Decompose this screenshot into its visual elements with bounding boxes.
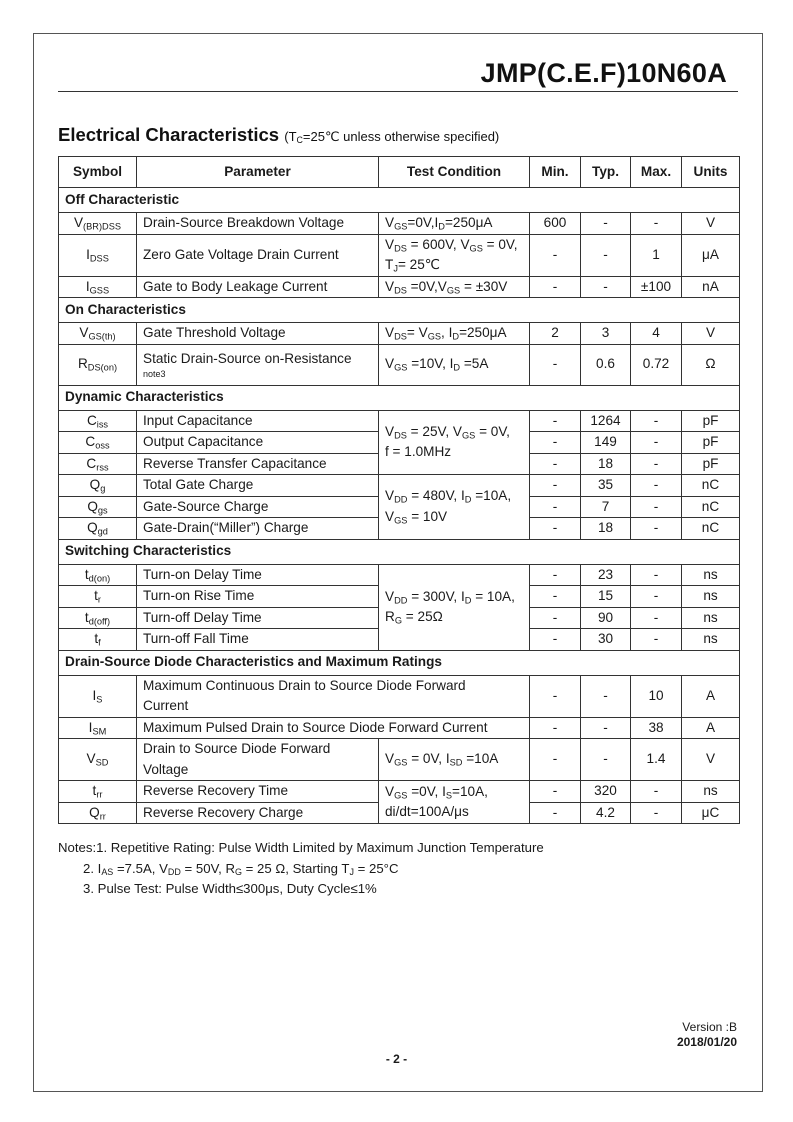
symbol-cell: $t_{d(off)}$ <box>59 607 137 629</box>
condition-cell: $V_{GS} = 0V$, $I_{SD} =10A$ <box>379 739 530 781</box>
cond-rest: =25℃ unless otherwise specified) <box>302 129 500 144</box>
section-row <box>59 188 740 213</box>
typ-cell: - <box>581 675 631 717</box>
min-cell: - <box>530 564 581 586</box>
symbol-cell: $R_{DS(on)}$ <box>59 344 137 385</box>
symbol-cell: $Q_{gd}$ <box>59 518 137 540</box>
min-cell: - <box>530 629 581 651</box>
parameter-cell: Gate-Drain(“Miller”) Charge <box>137 518 379 540</box>
min-cell: - <box>530 607 581 629</box>
symbol-cell: $V_{GS(th)}$ <box>59 323 137 345</box>
max-cell: - <box>631 629 682 651</box>
min-cell: - <box>530 432 581 454</box>
note-ref: note3 <box>143 369 166 380</box>
typ-cell: - <box>581 739 631 781</box>
min-cell: - <box>530 475 581 497</box>
max-cell: - <box>631 586 682 608</box>
typ-cell: 3 <box>581 323 631 345</box>
unit-cell: pF <box>682 410 740 432</box>
table-row <box>59 675 740 717</box>
parameter-cell: Output Capacitance <box>137 432 379 454</box>
min-cell: - <box>530 586 581 608</box>
min-cell: 2 <box>530 323 581 345</box>
max-cell: 4 <box>631 323 682 345</box>
parameter-cell: Reverse Transfer Capacitance <box>137 453 379 475</box>
parameter-cell: Input Capacitance <box>137 410 379 432</box>
condition-cell: $V_{DD} = 480V$, $I_D =10A$, $V_{GS} = 10V$ <box>379 475 530 540</box>
notes <box>58 838 544 900</box>
section-title: Electrical Characteristics <box>58 124 280 145</box>
symbol-cell: $I_{GSS}$ <box>59 276 137 298</box>
parameter-cell: Turn-off Delay Time <box>137 607 379 629</box>
typ-cell: - <box>581 234 631 276</box>
unit-cell: pF <box>682 453 740 475</box>
section-heading <box>58 124 499 146</box>
note-3: 3. Pulse Test: Pulse Width≤300μs, Duty Cycle≤1% <box>83 881 377 896</box>
table-row <box>59 213 740 235</box>
symbol-cell <box>59 213 137 235</box>
typ-cell: 35 <box>581 475 631 497</box>
typ-cell: 4.2 <box>581 802 631 824</box>
max-cell: 1.4 <box>631 739 682 781</box>
parameter-cell: Zero Gate Voltage Drain Current <box>137 234 379 276</box>
unit-cell: A <box>682 717 740 739</box>
min-cell: - <box>530 496 581 518</box>
condition-cell: $V_{DS} = 25V$, $V_{GS} = 0V$, f = 1.0MHz <box>379 410 530 475</box>
unit-cell: nC <box>682 496 740 518</box>
note-2: 2. $I_{AS} =7.5A$, $V_{DD} = 50V$, $R_G = 25$ Ω, Starting $T_J = 25^\circ C$ <box>83 860 399 877</box>
header-test-condition: Test Condition <box>379 157 530 188</box>
symbol-cell: $Q_{gs}$ <box>59 496 137 518</box>
parameter-text: Static Drain-Source on-Resistance <box>143 350 352 366</box>
parameter-cell: Maximum Continuous Drain to Source Diode Forward Current <box>137 675 530 717</box>
symbol-cell: $t_{rr}$ <box>59 781 137 803</box>
unit-cell: V <box>682 739 740 781</box>
typ-cell: 18 <box>581 518 631 540</box>
parameter-cell: Gate-Source Charge <box>137 496 379 518</box>
table-row <box>59 781 740 803</box>
max-cell: - <box>631 410 682 432</box>
unit-cell: ns <box>682 586 740 608</box>
max-cell: 10 <box>631 675 682 717</box>
table-row <box>59 739 740 781</box>
max-cell: - <box>631 213 682 235</box>
section-row <box>59 385 740 410</box>
min-cell: - <box>530 234 581 276</box>
version-block <box>677 1020 737 1050</box>
max-cell: - <box>631 802 682 824</box>
parameter-cell: Drain-Source Breakdown Voltage <box>137 213 379 235</box>
max-cell: 0.72 <box>631 344 682 385</box>
table-row <box>59 410 740 432</box>
header-units: Units <box>682 157 740 188</box>
parameter-cell: Reverse Recovery Time <box>137 781 379 803</box>
condition-cell: $V_{GS} =10V$, $I_D =5A$ <box>379 344 530 385</box>
min-cell: 600 <box>530 213 581 235</box>
max-cell: - <box>631 781 682 803</box>
max-cell: 38 <box>631 717 682 739</box>
max-cell: - <box>631 518 682 540</box>
unit-cell: Ω <box>682 344 740 385</box>
min-cell: - <box>530 717 581 739</box>
symbol-cell: $t_f$ <box>59 629 137 651</box>
parameter-cell: Gate Threshold Voltage <box>137 323 379 345</box>
symbol-cell: $C_{iss}$ <box>59 410 137 432</box>
min-cell: - <box>530 518 581 540</box>
parameter-cell: Drain to Source Diode Forward Voltage <box>137 739 379 781</box>
typ-cell: 320 <box>581 781 631 803</box>
min-cell: - <box>530 276 581 298</box>
parameter-cell: Reverse Recovery Charge <box>137 802 379 824</box>
unit-cell: nC <box>682 518 740 540</box>
min-cell: - <box>530 344 581 385</box>
header-rule <box>58 91 738 92</box>
unit-cell: μC <box>682 802 740 824</box>
cond-open: (T <box>284 129 297 144</box>
table-row <box>59 344 740 385</box>
section-dynamic: Dynamic Characteristics <box>59 385 740 410</box>
symbol-cell: $Q_{rr}$ <box>59 802 137 824</box>
typ-cell: 30 <box>581 629 631 651</box>
typ-cell: 0.6 <box>581 344 631 385</box>
min-cell: - <box>530 802 581 824</box>
unit-cell: pF <box>682 432 740 454</box>
header-typ: Typ. <box>581 157 631 188</box>
unit-cell: A <box>682 675 740 717</box>
symbol-cell: $t_r$ <box>59 586 137 608</box>
min-cell: - <box>530 739 581 781</box>
typ-cell: 90 <box>581 607 631 629</box>
unit-cell: ns <box>682 781 740 803</box>
typ-cell: 23 <box>581 564 631 586</box>
typ-cell: 149 <box>581 432 631 454</box>
section-diode: Drain-Source Diode Characteristics and Maximum Ratings <box>59 650 740 675</box>
version-label: Version :B <box>682 1020 737 1034</box>
min-cell: - <box>530 410 581 432</box>
max-cell: - <box>631 607 682 629</box>
unit-cell: V <box>682 323 740 345</box>
condition-cell: $V_{GS}=0V,I_D=250\mu A$ <box>379 213 530 235</box>
max-cell: - <box>631 475 682 497</box>
cond-sub: C <box>296 135 303 146</box>
table-row <box>59 717 740 739</box>
typ-cell: 15 <box>581 586 631 608</box>
header-parameter: Parameter <box>137 157 379 188</box>
part-number: JMP(C.E.F)10N60A <box>480 58 727 88</box>
typ-cell: 18 <box>581 453 631 475</box>
condition-cell: $V_{DS} =0V,V_{GS} = \pm 30V$ <box>379 276 530 298</box>
symbol-sub: (BR)DSS <box>83 221 122 232</box>
parameter-cell: Turn-off Fall Time <box>137 629 379 651</box>
revision-date: 2018/01/20 <box>676 1035 737 1049</box>
min-cell: - <box>530 781 581 803</box>
unit-cell: nA <box>682 276 740 298</box>
table-row <box>59 276 740 298</box>
symbol-cell: $I_S$ <box>59 675 137 717</box>
symbol-cell: $C_{oss}$ <box>59 432 137 454</box>
unit-cell: μA <box>682 234 740 276</box>
section-row <box>59 298 740 323</box>
section-off: Off Characteristic <box>59 188 740 213</box>
parameter-cell: Turn-on Rise Time <box>137 586 379 608</box>
condition-cell: $V_{DS} = 600V$, $V_{GS} = 0V$, $T_J=$ 25℃ <box>379 234 530 276</box>
page-number: - 2 - <box>385 1052 408 1066</box>
max-cell: ±100 <box>631 276 682 298</box>
header-min: Min. <box>530 157 581 188</box>
symbol-cell: $I_{DSS}$ <box>59 234 137 276</box>
table-row <box>59 234 740 276</box>
note-1: Notes:1. Repetitive Rating: Pulse Width Limited by Maximum Junction Temperature <box>58 840 544 855</box>
symbol-cell: $t_{d(on)}$ <box>59 564 137 586</box>
table-header-row <box>59 157 740 188</box>
min-cell: - <box>530 675 581 717</box>
condition-cell: $V_{DS}= V_{GS}$, $I_D=250\mu A$ <box>379 323 530 345</box>
electrical-characteristics-table <box>58 156 740 824</box>
typ-cell: 1264 <box>581 410 631 432</box>
max-cell: - <box>631 453 682 475</box>
table-row <box>59 323 740 345</box>
typ-cell: - <box>581 213 631 235</box>
max-cell: - <box>631 432 682 454</box>
condition-cell: $V_{GS} =0V$, $I_S=10A$, di/dt=100A/μs <box>379 781 530 824</box>
header-symbol: Symbol <box>59 157 137 188</box>
symbol-cell: $Q_g$ <box>59 475 137 497</box>
parameter-cell <box>137 344 379 385</box>
header-max: Max. <box>631 157 682 188</box>
unit-cell: V <box>682 213 740 235</box>
symbol-cell: $C_{rss}$ <box>59 453 137 475</box>
unit-cell: ns <box>682 564 740 586</box>
table-row <box>59 564 740 586</box>
max-cell: 1 <box>631 234 682 276</box>
unit-cell: ns <box>682 629 740 651</box>
section-on: On Characteristics <box>59 298 740 323</box>
parameter-cell: Turn-on Delay Time <box>137 564 379 586</box>
symbol-cell: $V_{SD}$ <box>59 739 137 781</box>
parameter-cell: Maximum Pulsed Drain to Source Diode Forward Current <box>137 717 530 739</box>
table-row <box>59 475 740 497</box>
max-cell: - <box>631 564 682 586</box>
symbol-cell: $I_{SM}$ <box>59 717 137 739</box>
typ-cell: - <box>581 717 631 739</box>
condition-cell: $V_{DD} = 300V$, $I_D = 10A$, $R_G = 25\Omega$ <box>379 564 530 650</box>
section-row <box>59 650 740 675</box>
parameter-cell: Gate to Body Leakage Current <box>137 276 379 298</box>
typ-cell: 7 <box>581 496 631 518</box>
section-switching: Switching Characteristics <box>59 539 740 564</box>
max-cell: - <box>631 496 682 518</box>
min-cell: - <box>530 453 581 475</box>
parameter-cell: Total Gate Charge <box>137 475 379 497</box>
section-row <box>59 539 740 564</box>
unit-cell: nC <box>682 475 740 497</box>
unit-cell: ns <box>682 607 740 629</box>
section-condition <box>284 129 499 144</box>
symbol: V <box>73 215 84 230</box>
typ-cell: - <box>581 276 631 298</box>
